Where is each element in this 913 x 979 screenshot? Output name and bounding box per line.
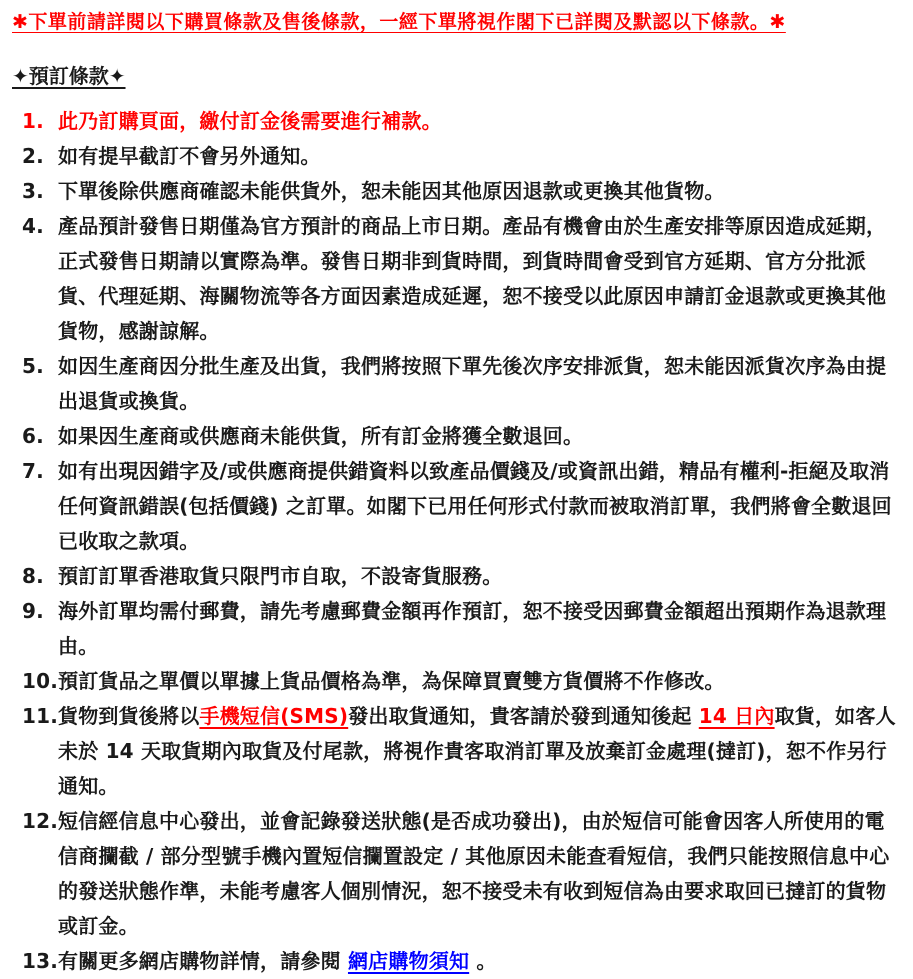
text-run: 如因生產商因分批生產及出貨，我們將按照下單先後次序安排派貨，恕未能因派貨次序為由提出退貨或換貨。 <box>58 354 887 413</box>
list-item <box>12 139 897 174</box>
text-run: 如果因生產商或供應商未能供貨，所有訂金將獲全數退回。 <box>58 424 584 448</box>
text-run: 貨物到貨後將以 <box>58 704 200 728</box>
item-number: 3. <box>22 179 44 203</box>
item-number: 11. <box>22 704 59 728</box>
list-item <box>12 804 897 944</box>
text-run: 下單後除供應商確認未能供貨外，恕未能因其他原因退款或更換其他貨物。 <box>58 179 725 203</box>
item-number: 9. <box>22 599 44 623</box>
text-run: 海外訂單均需付郵費，請先考慮郵費金額再作預訂，恕不接受因郵費金額超出預期作為退款理由。 <box>58 599 887 658</box>
item-number: 2. <box>22 144 44 168</box>
text-run: 預訂貨品之單價以單據上貨品價格為準，為保障買賣雙方貨價將不作修改。 <box>58 669 725 693</box>
sms-notice-highlight: 手機短信(SMS) <box>199 704 349 728</box>
list-item <box>12 174 897 209</box>
list-item <box>12 664 897 699</box>
list-item <box>12 454 897 559</box>
item-text <box>58 144 321 168</box>
text-run: 短信經信息中心發出，並會記錄發送狀態(是否成功發出)，由於短信可能會因客人所使用的電信商攔截 / 部分型號手機內置短信攔置設定 / 其他原因未能查看短信，我們只能按照信息中心的發送狀態作準，未能考慮客人個別情況，恕不接受未有收到短信為由要求取回已撻訂的貨物或訂金。 <box>58 809 890 938</box>
pickup-deadline-highlight: 14 日內 <box>698 704 775 728</box>
item-number: 1. <box>22 109 44 133</box>
item-text <box>58 564 502 588</box>
list-item <box>12 559 897 594</box>
item-text <box>58 424 583 448</box>
list-item <box>12 209 897 349</box>
item-text <box>58 109 442 133</box>
item-number: 6. <box>22 424 44 448</box>
list-item <box>12 349 897 419</box>
text-run: 產品預計發售日期僅為官方預計的商品上市日期。產品有機會由於生產安排等原因造成延期，正式發售日期請以實際為準。發售日期非到貨時間，到貨時間會受到官方延期、官方分批派貨、代理延期、海關物流等各方面因素造成延遲，恕不接受以此原因申請訂金退款或更換其他貨物，感謝諒解。 <box>58 214 887 343</box>
text-run: 此乃訂購頁面，繳付訂金後需要進行補款。 <box>58 109 442 133</box>
item-number: 10. <box>22 669 59 693</box>
item-text <box>58 949 497 973</box>
text-run: 取貨，如客人未於 14 天取貨期內取貨及付尾款，將視作貴客取消訂單及放棄訂金處理(撻訂)，恕不作另行通知。 <box>58 704 896 798</box>
item-number: 13. <box>22 949 59 973</box>
item-text <box>58 809 889 938</box>
item-text <box>58 669 725 693</box>
terms-list <box>12 104 897 979</box>
item-text <box>58 179 725 203</box>
list-item <box>12 699 897 804</box>
item-text <box>58 459 892 553</box>
text-run: 發出取貨通知，貴客請於發到通知後起 <box>348 704 699 728</box>
item-text <box>58 214 886 343</box>
list-item <box>12 594 897 664</box>
text-run: 預訂訂單香港取貨只限門市自取，不設寄貨服務。 <box>58 564 503 588</box>
text-run: 有關更多網店購物詳情，請參閱 <box>58 949 348 973</box>
item-text <box>58 354 886 413</box>
text-run: 如有出現因錯字及/或供應商提供錯資料以致產品價錢及/或資訊出錯，精品有權利-拒絕及取消任何資訊錯誤(包括價錢) 之訂單。如閣下已用任何形式付款而被取消訂單，我們將會全數退回已收取之款項。 <box>58 459 892 553</box>
page-title: ✱下單前請詳閱以下購買條款及售後條款，一經下單將視作閣下已詳閱及默認以下條款。✱ <box>12 11 786 33</box>
section-heading: ✦預訂條款✦ <box>12 64 126 88</box>
item-number: 12. <box>22 809 59 833</box>
item-text <box>58 599 886 658</box>
item-text <box>58 704 896 798</box>
text-run: 。 <box>469 949 497 973</box>
item-number: 4. <box>22 214 44 238</box>
item-number: 8. <box>22 564 44 588</box>
item-number: 5. <box>22 354 44 378</box>
shop-guide-link[interactable]: 網店購物須知 <box>347 949 470 973</box>
text-run: 如有提早截訂不會另外通知。 <box>58 144 321 168</box>
item-number: 7. <box>22 459 44 483</box>
list-item <box>12 944 897 979</box>
list-item <box>12 104 897 139</box>
list-item <box>12 419 897 454</box>
